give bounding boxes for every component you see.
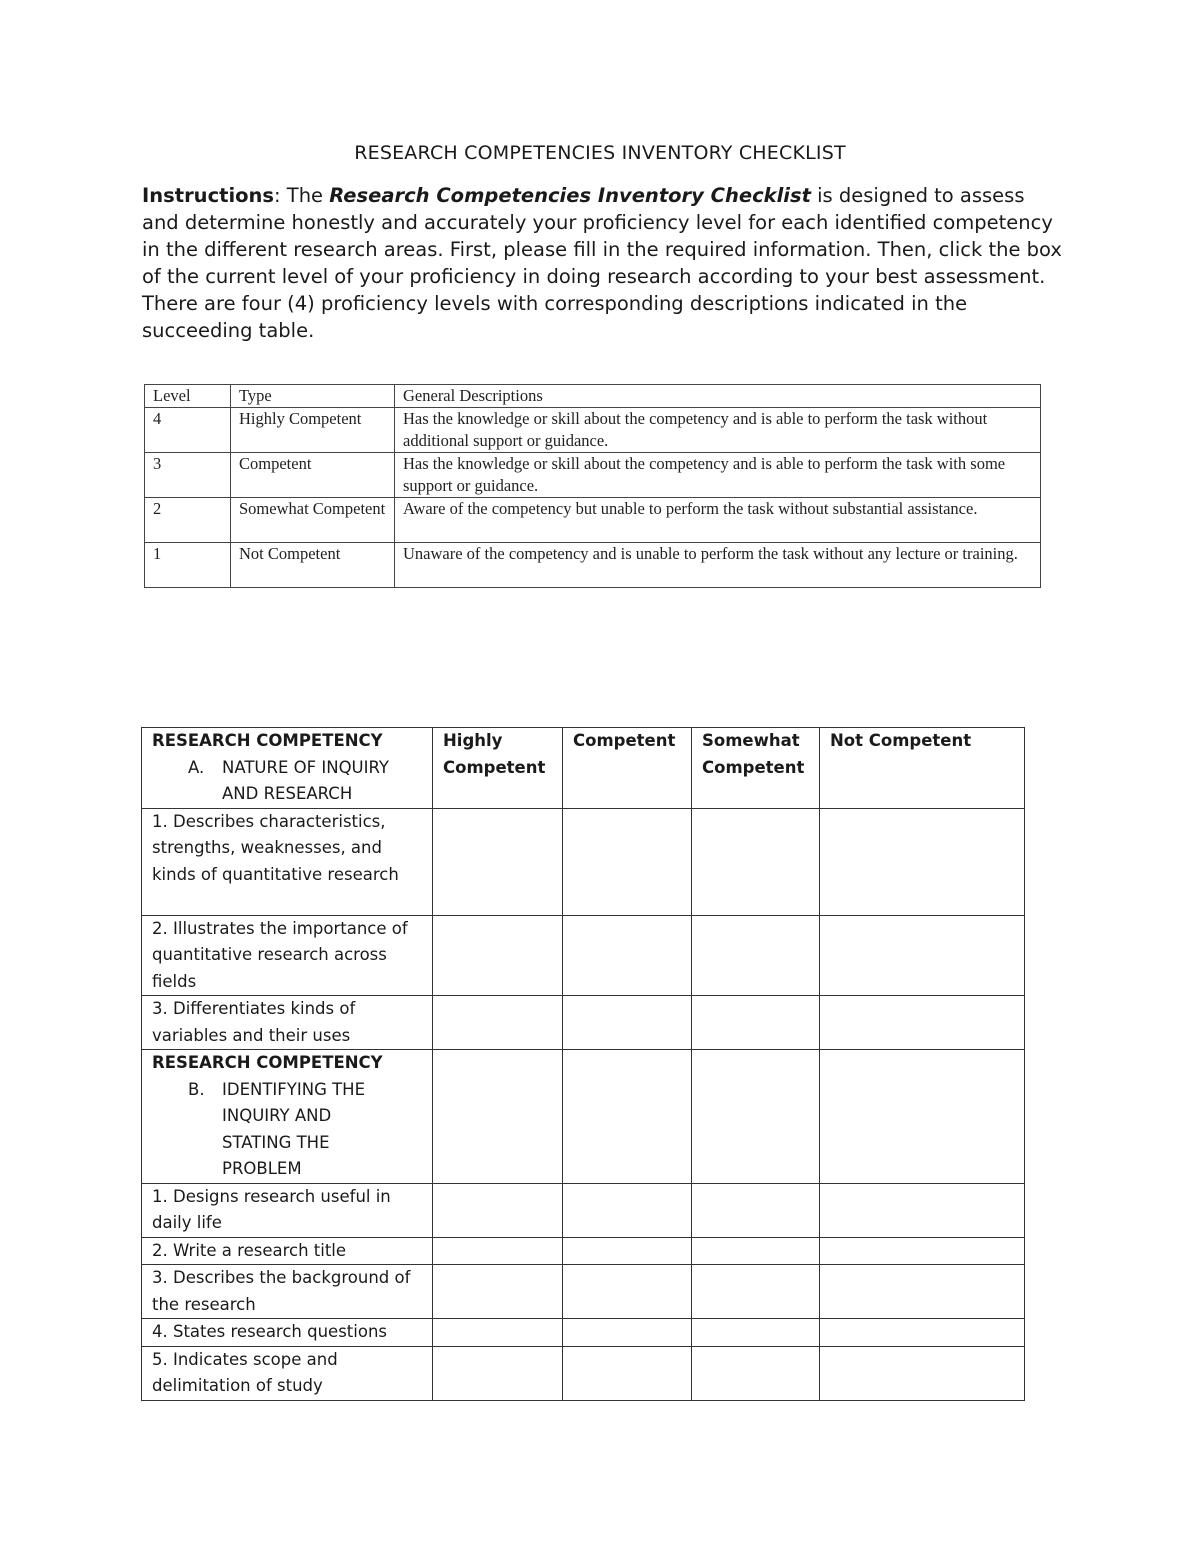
instructions-document-title: Research Competencies Inventory Checklist: [329, 184, 811, 207]
check-cell-somewhat-competent[interactable]: [692, 808, 820, 915]
section-b-header-cell: [142, 1050, 433, 1184]
header-competent: Competent: [563, 728, 692, 809]
check-cell-competent[interactable]: [563, 1183, 692, 1237]
section-b-row: [142, 1050, 1025, 1184]
instructions-body: is designed to assess and determine honestly and accurately your proficiency level for each identified competency in the different research areas. First, please fill in the required information. Then, click the box of the current level of your proficiency in doing research according to your best assessment. There are four (4) proficiency levels with corresponding descriptions indicated in the succeeding table.: [142, 184, 1062, 342]
levels-row: [145, 408, 1041, 453]
check-cell-somewhat-competent[interactable]: [692, 1319, 820, 1347]
check-cell-competent[interactable]: [563, 1265, 692, 1319]
level-type: Somewhat Competent: [231, 498, 395, 543]
header-highly-competent: Highly Competent: [433, 728, 563, 809]
check-cell-competent[interactable]: [563, 1050, 692, 1184]
check-cell-not-competent[interactable]: [820, 1265, 1025, 1319]
section-b-heading: RESEARCH COMPETENCY: [152, 1053, 383, 1072]
level-number: 2: [145, 498, 231, 543]
competency-item: 1. Designs research useful in daily life: [142, 1183, 433, 1237]
check-cell-highly-competent[interactable]: [433, 1237, 563, 1265]
check-cell-somewhat-competent[interactable]: [692, 1237, 820, 1265]
level-type: Competent: [231, 453, 395, 498]
competency-item: 3. Differentiates kinds of variables and their uses: [142, 996, 433, 1050]
levels-row: [145, 453, 1041, 498]
check-cell-competent[interactable]: [563, 915, 692, 996]
check-cell-competent[interactable]: [563, 808, 692, 915]
check-cell-somewhat-competent[interactable]: [692, 996, 820, 1050]
level-number: 3: [145, 453, 231, 498]
levels-header-level: Level: [145, 385, 231, 408]
check-cell-highly-competent[interactable]: [433, 996, 563, 1050]
competency-checklist-table: [141, 727, 1025, 1401]
competency-item: 2. Illustrates the importance of quantitative research across fields: [142, 915, 433, 996]
table-row: [142, 1319, 1025, 1347]
check-cell-not-competent[interactable]: [820, 1050, 1025, 1184]
check-cell-highly-competent[interactable]: [433, 1050, 563, 1184]
section-b-name: IDENTIFYING THE INQUIRY AND STATING THE PROBLEM: [222, 1079, 366, 1178]
table-row: [142, 1237, 1025, 1265]
check-cell-highly-competent[interactable]: [433, 808, 563, 915]
check-cell-highly-competent[interactable]: [433, 915, 563, 996]
check-cell-highly-competent[interactable]: [433, 1183, 563, 1237]
table-row: [142, 808, 1025, 915]
level-type: Not Competent: [231, 543, 395, 588]
check-cell-not-competent[interactable]: [820, 1319, 1025, 1347]
check-cell-competent[interactable]: [563, 1237, 692, 1265]
proficiency-levels-table: [144, 384, 1041, 588]
check-cell-not-competent[interactable]: [820, 915, 1025, 996]
check-cell-highly-competent[interactable]: [433, 1319, 563, 1347]
header-somewhat-competent: Somewhat Competent: [692, 728, 820, 809]
check-cell-competent[interactable]: [563, 1346, 692, 1400]
checklist-header-row: [142, 728, 1025, 809]
check-cell-somewhat-competent[interactable]: [692, 1346, 820, 1400]
level-number: 1: [145, 543, 231, 588]
level-number: 4: [145, 408, 231, 453]
competency-item: 4. States research questions: [142, 1319, 433, 1347]
section-b-letter: B.: [188, 1079, 205, 1099]
page-title: RESEARCH COMPETENCIES INVENTORY CHECKLIST: [354, 142, 846, 164]
table-row: [142, 1183, 1025, 1237]
levels-row: [145, 543, 1041, 588]
check-cell-somewhat-competent[interactable]: [692, 1183, 820, 1237]
section-a-header-cell: [142, 728, 433, 809]
competency-item: 2. Write a research title: [142, 1237, 433, 1265]
level-description: Unaware of the competency and is unable to perform the task without any lecture or training.: [395, 543, 1041, 588]
table-row: [142, 915, 1025, 996]
table-row: [142, 1265, 1025, 1319]
level-description: Aware of the competency but unable to perform the task without substantial assistance.: [395, 498, 1041, 543]
competency-item: 1. Describes characteristics, strengths, weaknesses, and kinds of quantitative research: [142, 808, 433, 915]
table-row: [142, 1346, 1025, 1400]
check-cell-not-competent[interactable]: [820, 1346, 1025, 1400]
levels-header-type: Type: [231, 385, 395, 408]
check-cell-not-competent[interactable]: [820, 996, 1025, 1050]
instructions-separator: : The: [274, 184, 330, 207]
level-description: Has the knowledge or skill about the competency and is able to perform the task without additional support or guidance.: [395, 408, 1041, 453]
check-cell-competent[interactable]: [563, 996, 692, 1050]
check-cell-highly-competent[interactable]: [433, 1346, 563, 1400]
check-cell-competent[interactable]: [563, 1319, 692, 1347]
levels-row: [145, 498, 1041, 543]
check-cell-not-competent[interactable]: [820, 808, 1025, 915]
section-a-heading: RESEARCH COMPETENCY: [152, 731, 383, 750]
level-description: Has the knowledge or skill about the competency and is able to perform the task with some support or guidance.: [395, 453, 1041, 498]
check-cell-somewhat-competent[interactable]: [692, 1050, 820, 1184]
check-cell-somewhat-competent[interactable]: [692, 915, 820, 996]
header-not-competent: Not Competent: [820, 728, 1025, 809]
competency-item: 3. Describes the background of the research: [142, 1265, 433, 1319]
check-cell-somewhat-competent[interactable]: [692, 1265, 820, 1319]
instructions-label: Instructions: [142, 184, 275, 207]
table-row: [142, 996, 1025, 1050]
instructions-paragraph: [142, 182, 1067, 344]
levels-header-row: [145, 385, 1041, 408]
competency-item: 5. Indicates scope and delimitation of study: [142, 1346, 433, 1400]
section-a-name: NATURE OF INQUIRY AND RESEARCH: [222, 757, 389, 803]
level-type: Highly Competent: [231, 408, 395, 453]
levels-header-description: General Descriptions: [395, 385, 1041, 408]
check-cell-not-competent[interactable]: [820, 1183, 1025, 1237]
check-cell-not-competent[interactable]: [820, 1237, 1025, 1265]
section-a-letter: A.: [188, 757, 205, 777]
check-cell-highly-competent[interactable]: [433, 1265, 563, 1319]
